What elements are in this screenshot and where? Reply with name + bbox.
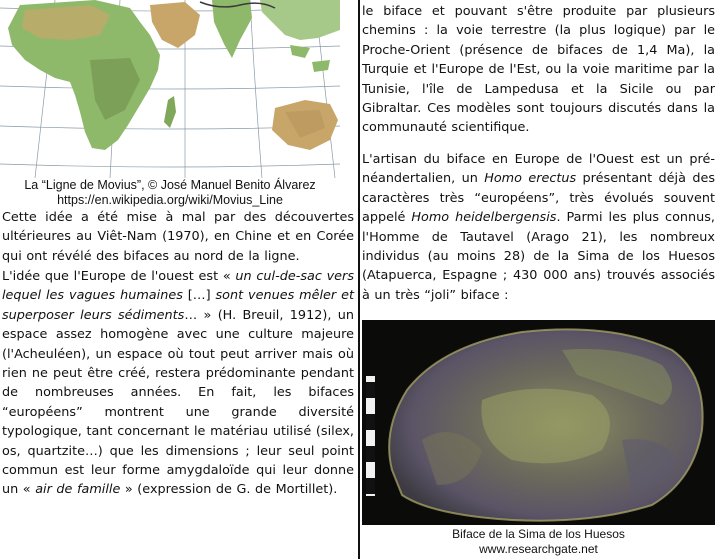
photo-caption-source: www.researchgate.net — [479, 541, 598, 556]
world-map-graphic — [0, 0, 340, 178]
text-run: L'artisan du biface en Europe de l'Ouest est un pré-néandertalien, un — [362, 152, 715, 187]
species-italic-2: Homo heidelbergensis — [411, 210, 557, 226]
biface-photo — [362, 320, 715, 525]
map-caption-source: https://en.wikipedia.org/wiki/Movius_Line — [57, 193, 283, 207]
map-caption-title: La “Ligne de Movius”, © José Manuel Benito Álvarez — [24, 178, 316, 192]
movius-line-map — [0, 0, 340, 178]
photo-caption — [362, 527, 715, 556]
text-run: … » (H. Breuil, 1912), un espace assez homogène avec une culture majeure (l'Acheuléen), un espace où tout peut arriver mais où rien ne peut être créé, restera prédominante pendant de nombreuses années. En fait, les bifaces “européens” montrent une grande diversité typologique, tant concernant le matériau utilisé (silex, os, quartzite…) que les dimensions ; leur seul point commun est leur forme amygdaloïde qui leur donne un « — [2, 307, 354, 498]
text-run: […] — [182, 288, 216, 304]
quote-italic-1: un cul-de-sac vers lequel les vagues humaines — [2, 269, 354, 304]
map-caption — [0, 178, 340, 208]
text-run: » (expression de G. de Mortillet). — [120, 482, 338, 498]
paragraph-artisan — [362, 150, 715, 305]
text-run: présentant déjà des caractères très “européens”, très évolués souvent appelé — [362, 171, 715, 226]
paragraph-migration-routes: le biface et pouvant s'être produite par plusieurs chemins : la voie terrestre (la plus logique) par le Proche-Orient (présence de bifaces de 1,4 Ma), la Turquie et l'Europe de l'Est, ou la voie maritime par la Tunisie, l'île de Lampedusa et la Sicile ou par Gibraltar. Ces modèles sont toujours discutés dans la communauté scientifique. — [362, 4, 715, 136]
column-divider — [358, 0, 360, 559]
paragraph-discoveries: Cette idée a été mise à mal par des découvertes ultérieures au Viêt-Nam (1970), en Chine et en Corée qui ont révélé des bifaces au nord de la ligne. — [2, 210, 354, 264]
photo-caption-title: Biface de la Sima de los Huesos — [452, 527, 625, 541]
text-run: L'idée que l'Europe de l'ouest est « — [2, 269, 236, 284]
text-run: . Parmi les plus connus, l'Homme de Tautavel (Arago 21), les nombreux individus (au moins 28) de la Sima de los Huesos (Atapuerca, Espagne ; 430 000 ans) trouvés associés à un très “joli” biface : — [362, 210, 715, 303]
scale-bar — [366, 376, 375, 496]
biface-graphic — [362, 320, 715, 525]
quote-italic-3: air de famille — [35, 482, 121, 498]
species-italic-1: Homo erectus — [484, 171, 577, 187]
quote-italic-2: sont venues mêler et superposer leurs sédiments — [2, 288, 354, 323]
paragraph-europe-idea — [2, 267, 354, 500]
